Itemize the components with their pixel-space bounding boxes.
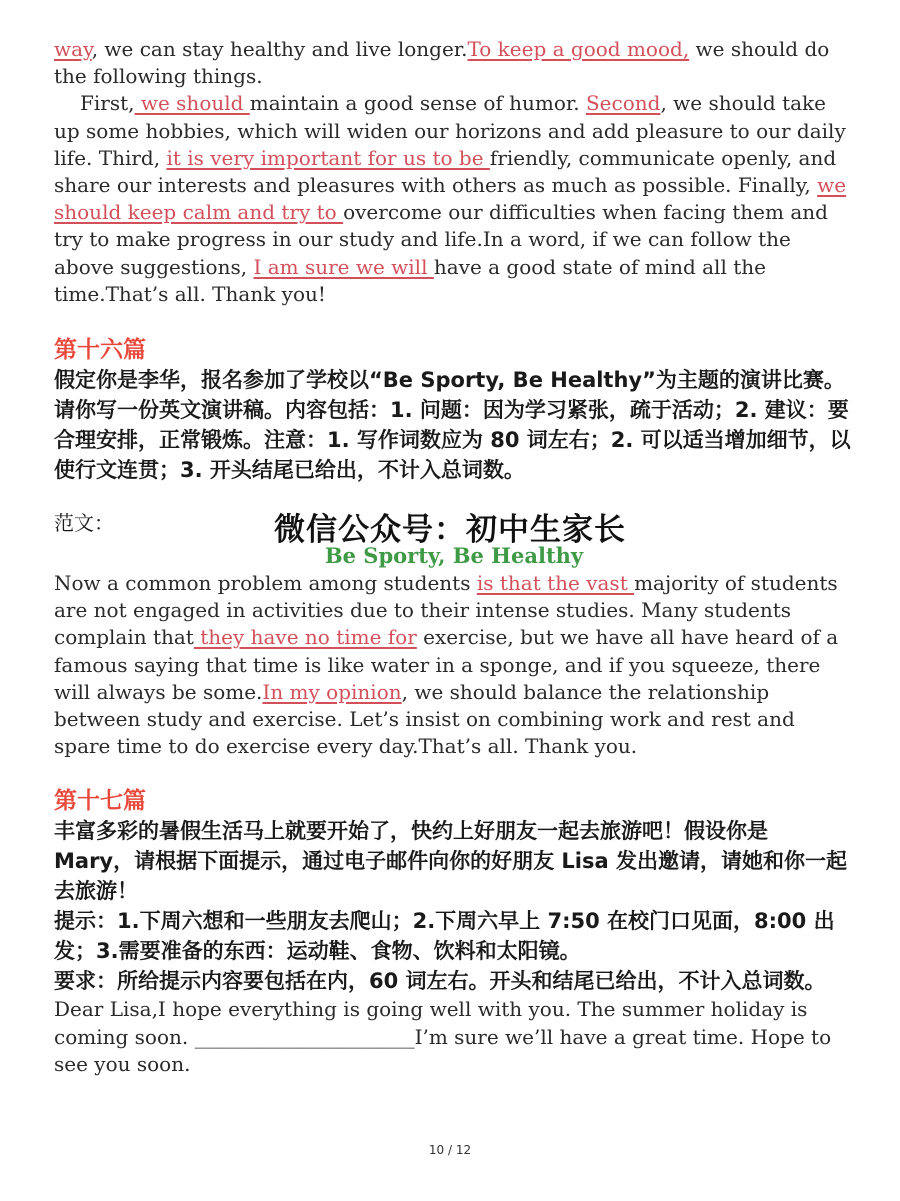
section-17-hints: 提示：1.下周六想和一些朋友去爬山；2.下周六早上 7:50 在校门口见面，8:00 出发；3.需要准备的东西：运动鞋、食物、饮料和太阳镜。	[54, 909, 835, 964]
text-run: we should do the following things.	[54, 37, 830, 89]
highlight-phrase: they have no time for	[193, 625, 417, 650]
wechat-watermark: 微信公众号：初中生家长	[274, 512, 626, 548]
text-run: have a good state of mind all the time.That’s all. Thank you!	[54, 254, 766, 306]
section-17-heading: 第十七篇	[54, 788, 146, 815]
highlight-phrase: To keep a good mood,	[467, 37, 690, 61]
page-number: 10 / 12	[428, 1143, 472, 1157]
highlight-phrase: Second	[585, 91, 661, 116]
section-17-requirements: 要求：所给提示内容要包括在内，60 词左右。开头和结尾已给出，不计入总词数。	[54, 969, 826, 994]
letter-template: Dear Lisa,I hope everything is going well with you. The summer holiday is coming soon. ______________________I’m sure we’ll have a great time. Hope to see you soon.	[54, 997, 832, 1076]
section-16-heading: 第十六篇	[54, 337, 146, 364]
text-run: exercise, but we have all have heard of a famous saying that time is like water in a sponge, and if you squeeze, there will always be some.	[54, 625, 839, 704]
essay-title: Be Sporty, Be Healthy	[324, 543, 584, 569]
text-run: , we can stay healthy and live longer.	[91, 37, 468, 61]
highlight-phrase: is that the vast	[476, 571, 635, 596]
paragraph-intro-end	[54, 36, 854, 90]
sample-essay-label: 范文：	[54, 511, 114, 536]
text-run: maintain a good sense of humor.	[249, 91, 586, 116]
text-run: Now a common problem among students	[54, 571, 477, 596]
text-run: friendly, communicate openly, and share our interests and pleasures with others as much as possible. Finally,	[54, 145, 837, 198]
text-run: majority of students are not engaged in activities due to their intense studies. Many students complain that	[54, 571, 838, 650]
text-run: , we should balance the relationship between study and exercise. Let’s insist on combining work and rest and spare time to do exercise every day.That’s all. Thank you.	[54, 679, 795, 759]
document-page	[54, 36, 854, 1078]
paragraph-suggestions	[54, 90, 854, 308]
highlight-phrase: we should	[134, 91, 250, 116]
text-run: overcome our difficulties when facing them and try to make progress in our study and life.In a word, if we can follow the above suggestions,	[54, 200, 828, 279]
highlight-phrase: I am sure we will	[253, 254, 434, 279]
section-17-prompt: 丰富多彩的暑假生活马上就要开始了，快约上好朋友一起去旅游吧！假设你是 Mary，请根据下面提示，通过电子邮件向你的好朋友 Lisa 发出邀请，请她和你一起去旅游！	[54, 819, 847, 904]
highlight-phrase: we should keep calm and try to	[54, 173, 847, 225]
text-run: First,	[80, 91, 135, 116]
section-16-prompt: 假定你是李华，报名参加了学校以“Be Sporty, Be Healthy”为主题的演讲比赛。请你写一份英文演讲稿。内容包括：1. 问题：因为学习紧张，疏于活动；2. 建议：要合理安排，正常锻炼。注意：1. 写作词数应为 80 词左右；2. 可以适当增加细节，以使行文连贯；3. 开头结尾已给出，不计入总词数。	[54, 368, 851, 483]
text-run: , we should take up some hobbies, which will widen our horizons and add pleasure to our daily life. Third,	[54, 91, 846, 170]
highlight-phrase: way	[54, 37, 92, 61]
highlight-phrase: In my opinion	[262, 679, 402, 704]
paragraph-essay	[54, 570, 854, 760]
highlight-phrase: it is very important for us to be	[166, 145, 490, 170]
